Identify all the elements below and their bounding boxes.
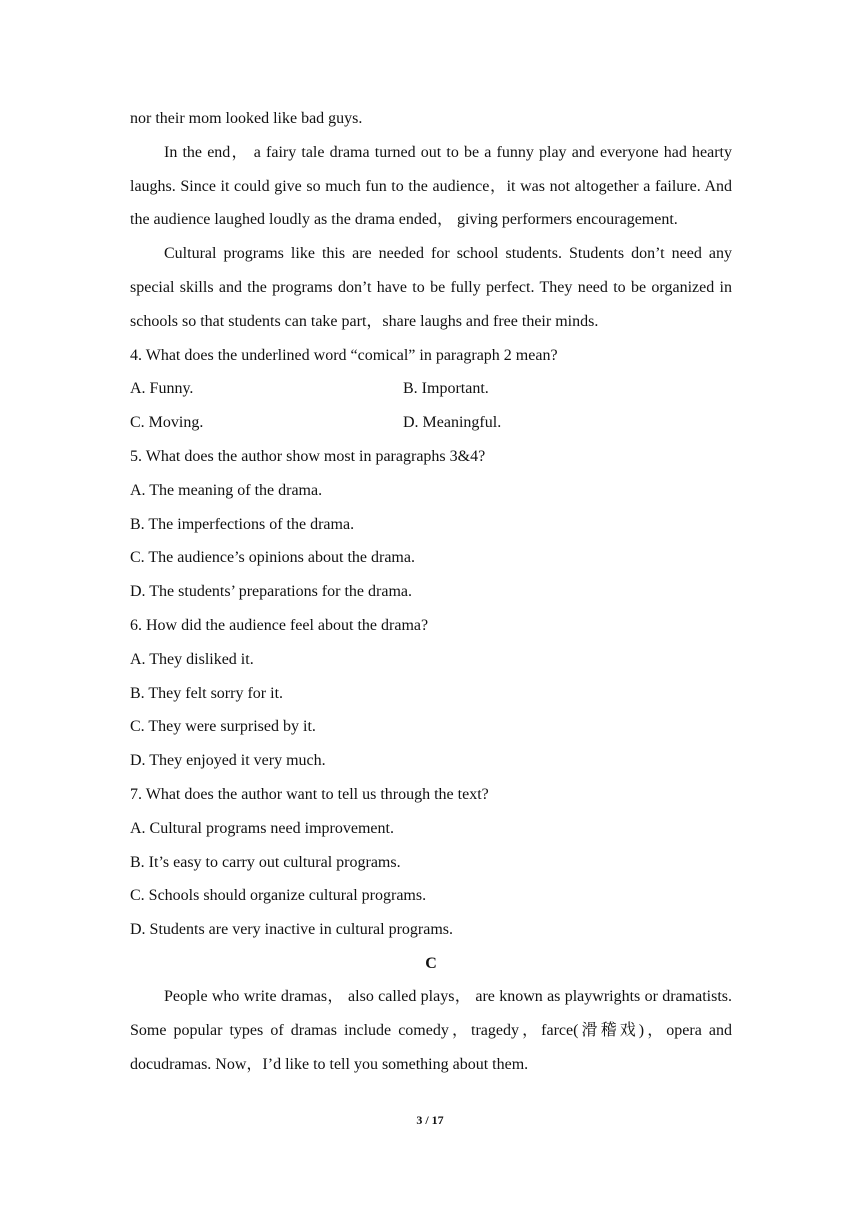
- passage-b-paragraph: Cultural programs like this are needed for school students. Students don’t need any special skills and the programs don’t have to be fully perfect. They need to be organized in schools so that students can take part，share laughs and free their minds.: [130, 245, 732, 330]
- option-c: C. They were surprised by it.: [130, 718, 316, 736]
- document-page: [130, 102, 732, 1081]
- option-d: D. They enjoyed it very much.: [130, 752, 326, 770]
- option-c: C. The audience’s opinions about the drama.: [130, 549, 415, 567]
- option-a: A. Cultural programs need improvement.: [130, 819, 394, 837]
- passage-b-paragraph-continued: nor their mom looked like bad guys.: [130, 110, 363, 127]
- page-number: 3 / 17: [416, 1113, 444, 1127]
- question-4-options-row-2: [130, 406, 732, 440]
- option-c: C. Moving.: [130, 414, 204, 432]
- option-b: B. Important.: [403, 380, 489, 398]
- question-5-stem: 5. What does the author show most in paragraphs 3&4?: [130, 447, 486, 465]
- question-4-stem: 4. What does the underlined word “comical” in paragraph 2 mean?: [130, 346, 558, 364]
- section-c-heading: C: [425, 954, 437, 972]
- option-a: A. They disliked it.: [130, 650, 254, 668]
- option-b: B. The imperfections of the drama.: [130, 515, 355, 533]
- section-c-paragraph: People who write dramas， also called plays， are known as playwrights or dramatists. Some popular types of dramas include comedy，tragedy，farce(滑稽戏)，opera and docudramas. Now，I’d like to tell you something about them.: [130, 987, 732, 1073]
- option-b: B. They felt sorry for it.: [130, 684, 284, 702]
- option-d: D. Students are very inactive in cultural programs.: [130, 921, 454, 939]
- option-a: A. Funny.: [130, 380, 194, 398]
- passage-b-paragraph: In the end， a fairy tale drama turned out to be a funny play and everyone had hearty laughs. Since it could give so much fun to the audience，it was not altogether a failure. And the audience laughed loudly as the drama ended， giving performers encouragement.: [130, 143, 732, 229]
- option-d: D. Meaningful.: [403, 414, 502, 432]
- question-4-options-row-1: [130, 372, 732, 406]
- question-6-stem: 6. How did the audience feel about the drama?: [130, 616, 429, 634]
- option-d: D. The students’ preparations for the drama.: [130, 583, 412, 601]
- option-c: C. Schools should organize cultural programs.: [130, 887, 427, 905]
- question-7-stem: 7. What does the author want to tell us through the text?: [130, 785, 489, 803]
- option-a: A. The meaning of the drama.: [130, 481, 323, 499]
- option-b: B. It’s easy to carry out cultural programs.: [130, 853, 401, 871]
